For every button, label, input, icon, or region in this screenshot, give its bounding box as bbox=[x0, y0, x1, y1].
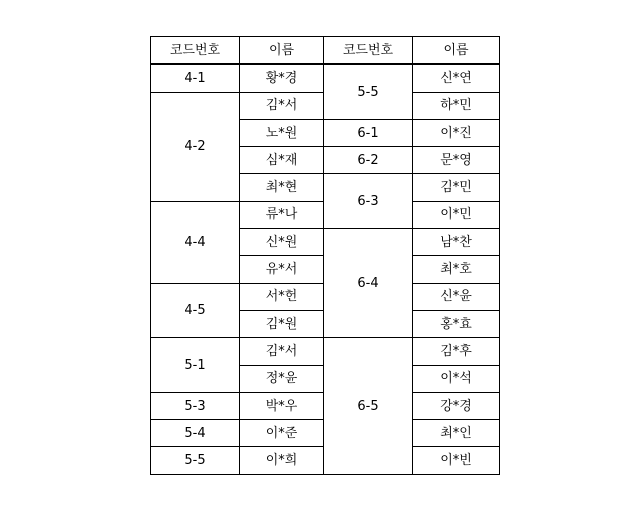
name-cell: 노*원 bbox=[240, 119, 324, 146]
table-row bbox=[151, 338, 500, 365]
name-cell: 이*빈 bbox=[413, 447, 500, 474]
roster-table bbox=[150, 36, 500, 475]
code-cell: 6-3 bbox=[324, 174, 413, 229]
name-cell: 김*민 bbox=[413, 174, 500, 201]
header-code-right: 코드번호 bbox=[324, 37, 413, 65]
header-name-right: 이름 bbox=[413, 37, 500, 65]
name-cell: 황*경 bbox=[240, 64, 324, 92]
code-cell: 4-4 bbox=[151, 201, 240, 283]
code-cell: 4-5 bbox=[151, 283, 240, 338]
name-cell: 서*헌 bbox=[240, 283, 324, 310]
code-cell: 5-5 bbox=[151, 447, 240, 474]
name-cell: 심*재 bbox=[240, 147, 324, 174]
code-cell: 6-4 bbox=[324, 229, 413, 338]
code-cell: 6-5 bbox=[324, 338, 413, 474]
name-cell: 박*우 bbox=[240, 392, 324, 419]
name-cell: 이*희 bbox=[240, 447, 324, 474]
name-cell: 홍*효 bbox=[413, 310, 500, 337]
name-cell: 남*찬 bbox=[413, 229, 500, 256]
name-cell: 최*현 bbox=[240, 174, 324, 201]
name-cell: 문*영 bbox=[413, 147, 500, 174]
code-cell: 5-5 bbox=[324, 64, 413, 119]
code-cell: 5-1 bbox=[151, 338, 240, 393]
header-row bbox=[151, 37, 500, 65]
name-cell: 이*석 bbox=[413, 365, 500, 392]
name-cell: 류*나 bbox=[240, 201, 324, 228]
name-cell: 하*민 bbox=[413, 92, 500, 119]
header-code-left: 코드번호 bbox=[151, 37, 240, 65]
name-cell: 김*후 bbox=[413, 338, 500, 365]
name-cell: 최*호 bbox=[413, 256, 500, 283]
name-cell: 유*서 bbox=[240, 256, 324, 283]
code-cell: 5-3 bbox=[151, 392, 240, 419]
name-cell: 김*서 bbox=[240, 338, 324, 365]
name-cell: 정*윤 bbox=[240, 365, 324, 392]
name-cell: 김*원 bbox=[240, 310, 324, 337]
name-cell: 신*연 bbox=[413, 64, 500, 92]
name-cell: 이*민 bbox=[413, 201, 500, 228]
table-row bbox=[151, 64, 500, 92]
name-cell: 강*경 bbox=[413, 392, 500, 419]
name-cell: 신*원 bbox=[240, 229, 324, 256]
header-name-left: 이름 bbox=[240, 37, 324, 65]
code-cell: 6-2 bbox=[324, 147, 413, 174]
name-cell: 이*진 bbox=[413, 119, 500, 146]
code-cell: 4-1 bbox=[151, 64, 240, 92]
code-cell: 6-1 bbox=[324, 119, 413, 146]
code-cell: 4-2 bbox=[151, 92, 240, 201]
code-cell: 5-4 bbox=[151, 420, 240, 447]
name-cell: 최*인 bbox=[413, 420, 500, 447]
name-cell: 이*준 bbox=[240, 420, 324, 447]
name-cell: 김*서 bbox=[240, 92, 324, 119]
name-cell: 신*윤 bbox=[413, 283, 500, 310]
